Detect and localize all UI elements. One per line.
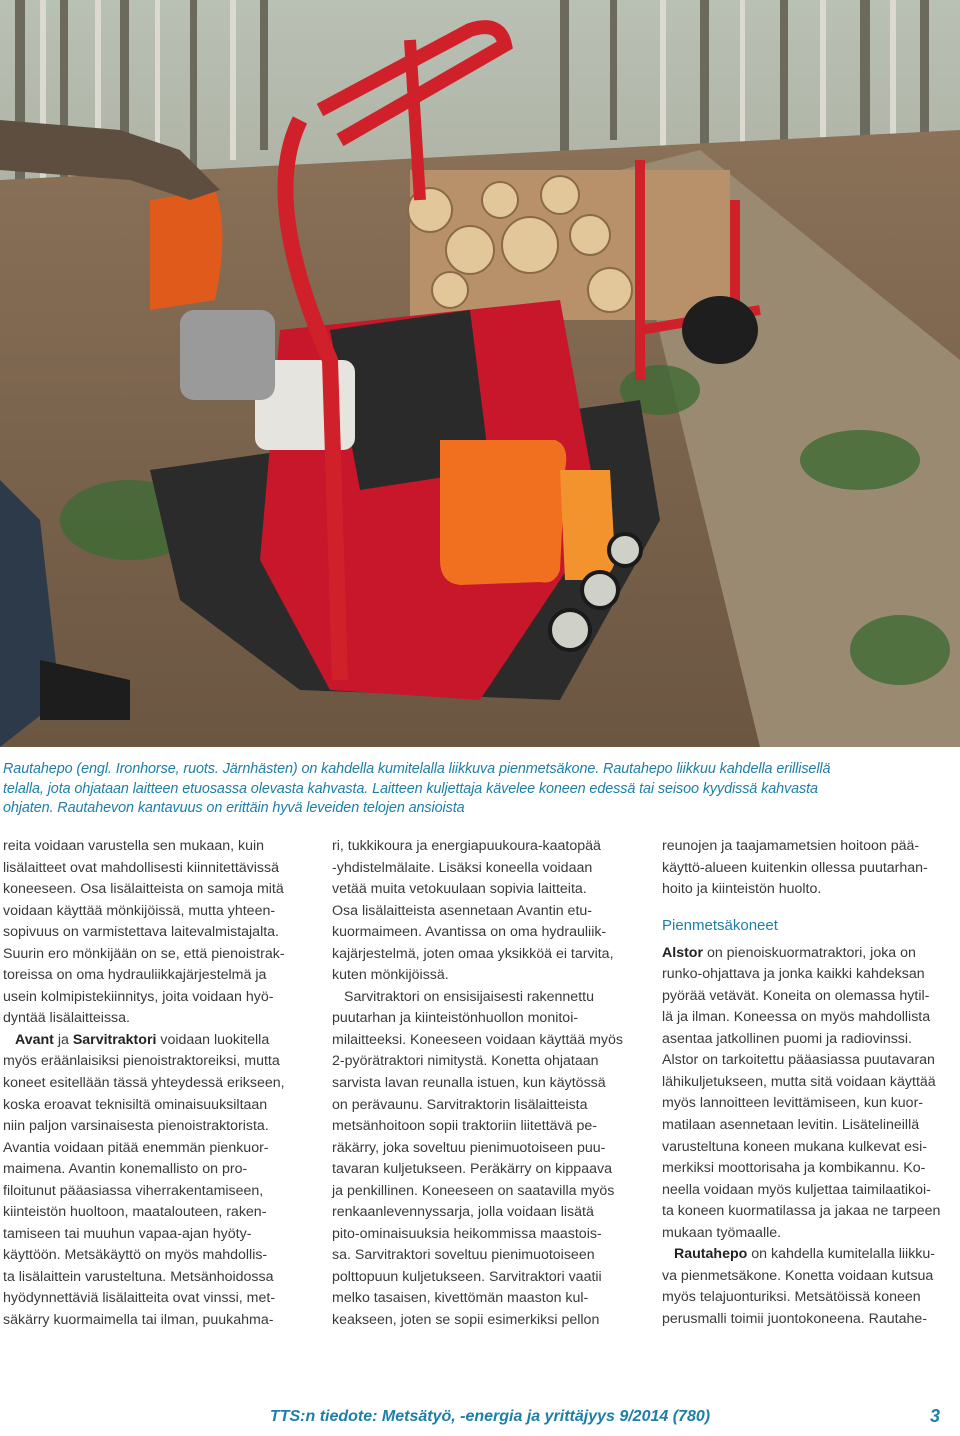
text-line: säkärry kuormaimella tai ilman, puukahma- (3, 1312, 274, 1329)
text-line: sa. Sarvitraktori soveltuu pienimuotoiseen (332, 1247, 595, 1264)
text-column-2 (332, 836, 632, 1332)
text-line: ri, tukkikoura ja energiapuukoura-kaatopää (332, 838, 601, 854)
text-line: tavaran kuljetukseen. Peräkärry on kippaava (332, 1161, 612, 1178)
text-line: sarvista lavan reunalla istuen, kun käytössä (332, 1075, 606, 1092)
text-line: neella voidaan myös kuljettaa taimilaatikoi- (662, 1181, 931, 1198)
text-line: räkärry, joka soveltuu pienimuotoiseen puu- (332, 1139, 606, 1156)
text-line: ta lisälaittein varusteltuna. Metsänhoidossa (3, 1268, 274, 1285)
text-line: keakseen, joten se sopii esimerkiksi pellon (332, 1312, 600, 1329)
text-line: tamiseen tai muuhun vapaa-ajan hyöty- (3, 1225, 252, 1242)
text-line: polttopuun kuljetukseen. Sarvitraktori vaatii (332, 1268, 602, 1285)
text-run: on kahdella kumitelalla liikku- (747, 1246, 935, 1263)
text-line: hoito ja kiinteistön huolto. (662, 881, 822, 898)
text-line: renkaanlevennyssarja, jolla voidaan lisätä (332, 1204, 594, 1221)
text-line: pyörää vetävät. Koneita on olemassa hytil- (662, 987, 930, 1004)
text-line: melko tasaisen, kivettömän maaston kul- (332, 1290, 589, 1307)
text-line: runko-ohjattava ja jonka kaikki kahdeksan (662, 966, 925, 983)
text-line: koneeseen. Osa lisälaitteista on samoja mitä (3, 881, 284, 898)
term-rautahepo: Rautahepo (674, 1246, 748, 1263)
text-line: puutarhan ja kiinteistönhuollon monitoi- (332, 1010, 579, 1027)
text-line: ta koneen kuormatilassa ja jakaa ne tarpeen (662, 1203, 941, 1220)
paragraph-start (662, 1244, 960, 1266)
text-line: Suurin ero mönkijään on se, että pienoistrak- (3, 945, 285, 962)
term-sarvitraktori: Sarvitraktori (72, 1031, 157, 1048)
text-line: käyttöön. Metsäkäyttö on myös mahdollis- (3, 1247, 268, 1264)
text-line: Osa lisälaitteista asennetaan Avantin etu- (332, 902, 593, 919)
text-line: matilaan asennetaan levitin. Lisätelineillä (662, 1117, 920, 1134)
text-line: toreissa on oma hydrauliikkajärjestelmä ja (3, 967, 267, 984)
text-line: voidaan käyttää mönkijöissä, mutta yhteen- (3, 902, 276, 919)
text-run: on pienoiskuormatraktori, joka on (703, 944, 916, 961)
text-line: kiinteistön huoltoon, maatalouteen, raken- (3, 1204, 267, 1221)
text-line: kajärjestelmä, joten omaa yksikköä ei tarvita, (332, 945, 614, 962)
caption-line: ohjaten. Rautahevon kantavuus on erittäin hyvä leveiden telojen ansioista (3, 800, 465, 816)
caption-line: telalla, jota ohjataan laitteen etuosassa olevasta kahvasta. Laitteen kuljettaja kävelee koneen edessä tai seisoo kyydissä kahvasta (3, 780, 818, 797)
text-run: voidaan luokitella (156, 1031, 270, 1048)
text-line: ja penkillinen. Koneeseen on saatavilla myös (332, 1182, 615, 1199)
text-line: milaitteeksi. Koneeseen voidaan käyttää myös (332, 1031, 624, 1048)
text-line: -yhdistelmälaite. Lisäksi koneella voidaan (332, 859, 593, 876)
caption-line: Rautahepo (engl. Ironhorse, ruots. Järnhästen) on kahdella kumitelalla liikkuva pienmetsäkone. Rautahepo liikkuu kahdella erillisellä (3, 761, 831, 777)
text-line: kuormaimeen. Avantissa on oma hydrauliik- (332, 924, 607, 941)
text-line: maimena. Avantin konemallisto on pro- (3, 1161, 248, 1178)
text-line: perusmalli toimii juontokoneena. Rautahe- (662, 1310, 927, 1327)
text-line: myös eräänlaisiksi pienoistraktoreiksi, mutta (3, 1053, 280, 1070)
text-column-3 (662, 836, 960, 1330)
text-line: va pienmetsäkone. Konetta voidaan kutsua (662, 1267, 934, 1284)
text-line: Avantia voidaan pitää enemmän pienkuor- (3, 1139, 269, 1156)
text-line: käyttö-alueen kuitenkin ollessa puutarhan- (662, 859, 928, 876)
text-line: kuten mönkijöissä. (332, 967, 449, 984)
text-line: varusteltuna koneen mukana kulkevat esi- (662, 1138, 927, 1155)
text-line: reunojen ja taajamametsien hoitoon pää- (662, 838, 920, 854)
text-line: myös lannoitteen levittämiseen, kun kuor- (662, 1095, 924, 1112)
text-line: metsänhoitoon sopii traktoriin liitettävä pe- (332, 1118, 597, 1135)
text-line: lähikuljetukseen, mutta sitä voidaan käyttää (662, 1073, 936, 1090)
text-line: merkiksi moottorisaha ja kombikannu. Ko- (662, 1160, 926, 1177)
text-line: 2-pyörätraktori nimitystä. Konetta ohjataan (332, 1053, 599, 1070)
text-line: Alstor on tarkoitettu pääasiassa puutavaran (662, 1052, 935, 1069)
paragraph-start (662, 943, 960, 965)
text-line: Sarvitraktori on ensisijaisesti rakennettu (344, 988, 594, 1005)
page-number: 3 (930, 1406, 941, 1426)
text-line: koska eroavat teknisiltä ominaisuuksiltaan (3, 1096, 268, 1113)
text-line: vetää muita vetokuulaan sopivia laitteita. (332, 881, 587, 898)
publication-footer: TTS:n tiedote: Metsätyö, -energia ja yrittäjyys 9/2014 (780) (269, 1408, 711, 1425)
text-line: lä ja ilman. Koneessa on myös mahdollista (662, 1009, 931, 1026)
text-line: reita voidaan varustella sen mukaan, kuin (3, 838, 265, 854)
text-run: ja (53, 1031, 73, 1048)
text-line: pito-ominaisuuksia heikommissa maastois- (332, 1225, 602, 1242)
text-line: usein kolmipistekiinnitys, joita voidaan hyö- (3, 988, 274, 1005)
text-line: hyödynnettäviä lisälaitteita ovat vinssi, met- (3, 1290, 276, 1307)
text-line: on perävaunu. Sarvitraktorin lisälaitteista (332, 1096, 588, 1113)
text-line: filoitunut pääasiassa viherrakentamiseen, (3, 1182, 264, 1199)
text-column-1 (3, 836, 303, 1332)
photo-caption (3, 760, 903, 819)
text-line: myös telajuonturiksi. Metsätöissä koneen (662, 1289, 921, 1306)
text-line: sopivuus on varmistettava laitevalmistajalta. (3, 924, 279, 941)
text-line: asentaa jatkollinen puomi ja radiovinssi. (662, 1030, 912, 1047)
text-line: dyntää lisälaitteissa. (3, 1010, 130, 1027)
paragraph-start (3, 1030, 303, 1052)
term-alstor: Alstor (662, 944, 703, 961)
section-heading: Pienmetsäkoneet (662, 916, 778, 934)
term-avant: Avant (15, 1031, 54, 1048)
text-line: niin paljon varsinaisesta pienoistraktorista. (3, 1118, 269, 1135)
text-line: lisälaitteet ovat mahdollisesti kiinnitettävissä (3, 859, 279, 876)
text-line: mukaan työmaalle. (662, 1224, 782, 1241)
text-line: koneet esitellään tässä yhteydessä erikseen, (3, 1075, 285, 1092)
